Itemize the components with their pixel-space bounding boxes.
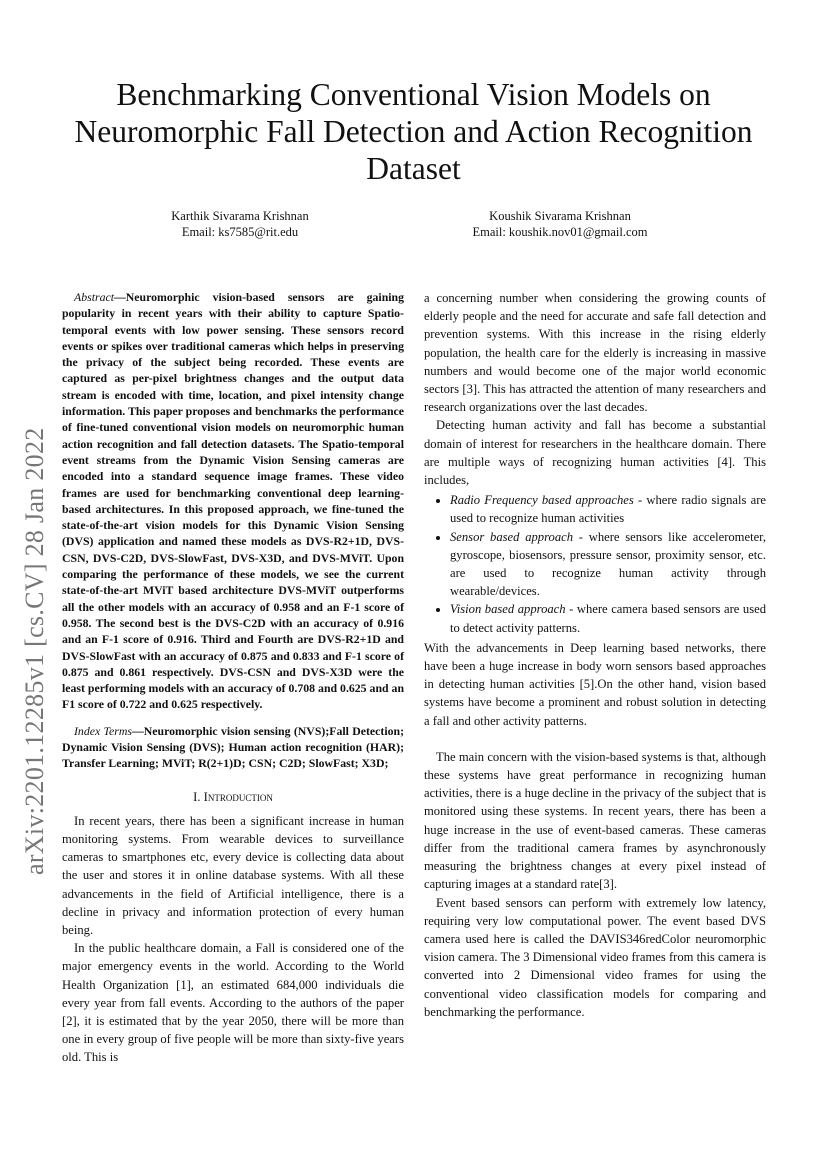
arxiv-stamp: arXiv:2201.12285v1 [cs.CV] 28 Jan 2022 <box>20 427 49 875</box>
left-column <box>62 289 404 1067</box>
paragraph: In the public healthcare domain, a Fall is considered one of the major emergency events in the world. According to the World Health Organization [1], an estimated 684,000 individuals die every year from fall events. According to the authors of the paper [2], it is estimated that by the year 2050, there will be more than one in every group of five people will be more than sixty-five years old. This is <box>62 941 404 1065</box>
abstract-label: Abstract <box>74 290 114 304</box>
author-email: Email: ks7585@rit.edu <box>181 225 299 239</box>
bullet-text: - where radio signals are used to recognize human activities <box>450 493 766 526</box>
paragraph: Event based sensors can perform with extremely low latency, requiring very low computational power. The event based DVS camera used here is called the DAVIS346redColor neuromorphic vision camera. The 3 Dimensional video frames from this camera is converted into 2 Dimensional video frames for using the conventional video classification models for comparing and benchmarking the performance. <box>424 895 766 1019</box>
bullet-label: Radio Frequency based approaches <box>450 493 634 508</box>
paragraph: Detecting human activity and fall has become a substantial domain of interest for researchers in the healthcare domain. There are multiple ways of recognizing human activities [4]. This includes, <box>424 418 766 488</box>
bullet-label: Vision based approach <box>450 602 566 617</box>
bullet-list <box>424 491 766 637</box>
right-column <box>424 289 766 1021</box>
index-terms-label: Index Terms <box>74 723 132 738</box>
bullet-text: - where sensors like accelerometer, gyroscope, biosensors, pressure sensor, proximity sensor, etc. are used to recognize human activity through wearable/devices. <box>450 529 766 599</box>
abstract-text: —Neuromorphic vision-based sensors are gaining popularity in recent years with their ability to capture Spatio-temporal events with low power sensing. These sensors record events or spikes over traditional cameras which helps in preserving the privacy of the subject being recorded. These events are captured as per-pixel brightness changes and the output data stream is encoded with time, location, and pixel intensity change information. This paper proposes and benchmarks the performance of fine-tuned conventional vision models on neuromorphic human action recognition and fall detection datasets. The Spatio-temporal event streams from the Dynamic Vision Sensing cameras are encoded into a standard sequence image frames. These video frames are used for benchmarking conventional deep learning-based architectures. In this proposed approach, we fine-tuned the state-of-the-art vision models for this Dynamic Vision Sensing (DVS) application and named these models as DVS-R2+1D, DVS-CSN, DVS-C2D, DVS-SlowFast, DVS-X3D, and DVS-MViT. Upon comparing the performance of these models, we see the current state-of-the-art MViT based architecture DVS-MViT outperforms all the other models with an accuracy of 0.958 and an F-1 score of 0.958. The second best is the DVS-C2D with an accuracy of 0.916 and an F-1 score of 0.916. Third and Fourth are DVS-R2+1D and DVS-SlowFast with an accuracy of 0.875 and 0.833 and F-1 score of 0.875 and 0.861 respectively. DVS-CSN and DVS-X3D were the least performing models with an accuracy of 0.708 and 0.625 and an F1 score of 0.722 and 0.625 respectively. <box>62 290 404 712</box>
index-terms-text: —Neuromorphic vision sensing (NVS);Fall Detection; Dynamic Vision Sensing (DVS); Human action recognition (HAR); Transfer Learning; MViT; R(2+1)D; CSN; C2D; SlowFast; X3D; <box>62 723 404 771</box>
index-terms <box>62 723 404 772</box>
paragraph: a concerning number when considering the growing counts of elderly people and the need for accurate and safe fall detection and prevention systems. With this increase in the rising elderly population, the health care for the elderly is increasing in massive numbers and would become one of the major world economic sectors [3]. This has attracted the attention of many researchers and research organizations over the last decades. <box>424 291 766 415</box>
author-email: Email: koushik.nov01@gmail.com <box>472 225 648 239</box>
author-1 <box>90 208 390 240</box>
paper-title: Benchmarking Conventional Vision Models on Neuromorphic Fall Detection and Action Recognition Dataset <box>74 77 753 186</box>
author-2 <box>410 208 710 240</box>
list-item <box>450 600 766 636</box>
paragraph: In recent years, there has been a significant increase in human monitoring systems. From wearable devices to surveillance cameras to smartphones etc, every device is collecting data about the user and stores it in online database systems. With all these advancements in the field of Artificial intelligence, there is a decline in privacy and information protection of every human being. <box>62 813 404 938</box>
paragraph: With the advancements in Deep learning based networks, there have been a huge increase in body worn sensors based approaches in detecting human activities [5].On the other hand, vision based systems have become a prominent and robust solution in detecting a fall and other activity patterns. <box>424 640 766 728</box>
list-item <box>450 491 766 527</box>
paragraph: The main concern with the vision-based systems is that, although these systems have great performance in recognizing human activities, there is a huge decline in the privacy of the subject that is monitored using these systems. In recent years, there has been a huge increase in the use of event-based cameras. These cameras differ from the traditional camera frames by asynchronously measuring the brightness changes at every pixel instead of capturing images at a standard rate[3]. <box>424 749 766 892</box>
list-item <box>450 528 766 601</box>
author-name: Koushik Sivarama Krishnan <box>489 209 631 223</box>
bullet-text: - where camera based sensors are used to detect activity patterns. <box>450 602 767 635</box>
abstract <box>62 289 404 713</box>
bullet-label: Sensor based approach <box>450 529 573 544</box>
author-name: Karthik Sivarama Krishnan <box>171 209 309 223</box>
section-heading: I. Introduction <box>193 789 273 804</box>
